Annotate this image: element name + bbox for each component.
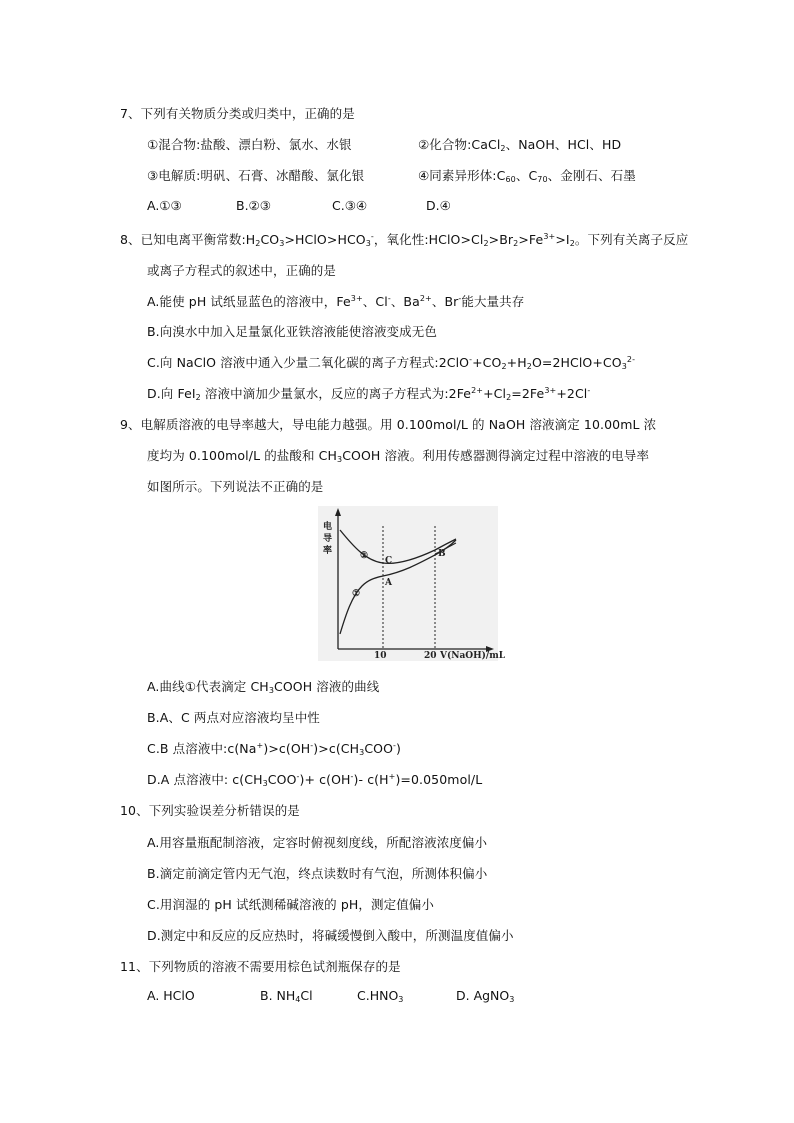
q11-stem: 11、下列物质的溶液不需要用棕色试剂瓶保存的是 xyxy=(120,959,401,974)
curve-1-label: ① xyxy=(352,589,361,599)
q9-option-c: C.B 点溶液中:c(Na+)>c(OH-)>c(CH3COO-) xyxy=(147,741,402,757)
q9-stem-line-3: 如图所示。下列说法不正确的是 xyxy=(147,479,324,494)
q8-option-c: C.向 NaClO 溶液中通入少量二氧化碳的离子方程式$:2ClO^-+CO2+H2O=2HClO+CO3^{2-}$ xyxy=(147,355,636,371)
y-label-char-1: 电 xyxy=(323,522,333,532)
q10-option-d: D.测定中和反应的反应热时，将碱缓慢倒入酸中，所测温度值偏小 xyxy=(147,928,514,943)
conductivity-graph-svg xyxy=(318,506,506,661)
q11-option-b: B. NH4Cl xyxy=(260,988,313,1004)
q7-option-b: B.②③ xyxy=(236,198,271,213)
point-b-label: B xyxy=(438,549,446,559)
y-label-char-2: 导 xyxy=(323,534,333,544)
q9-option-a: A.曲线①代表滴定 CH3COOH 溶液的曲线 xyxy=(147,679,380,695)
q7-option-c: C.③④ xyxy=(332,198,368,213)
y-label-char-3: 率 xyxy=(323,546,333,556)
q11-option-a: A. HClO xyxy=(147,988,195,1003)
q11-option-d: D. AgNO3 xyxy=(456,988,515,1004)
q8-option-b: B.向溴水中加入足量氯化亚铁溶液能使溶液变成无色 xyxy=(147,324,437,339)
q9-stem-line-1: 9、电解质溶液的电导率越大，导电能力越强。用 0.100mol/L 的 NaOH 溶液滴定 10.00mL 浓 xyxy=(120,417,657,432)
q10-option-b: B.滴定前滴定管内无气泡，终点读数时有气泡，所测体积偏小 xyxy=(147,866,488,881)
q10-option-c: C.用润湿的 pH 试纸测稀碱溶液的 pH，测定值偏小 xyxy=(147,897,434,912)
q8-option-a: A.能使 pH 试纸显蓝色的溶液中，$Fe^{3+}$、Cl-、$Ba^{2+}$、Br-能大量共存 xyxy=(147,294,525,309)
q9-option-b: B.A、C 两点对应溶液均呈中性 xyxy=(147,710,320,725)
q7-item-4: ④同素异形体:C60、C70、金刚石、石墨 xyxy=(418,168,636,184)
q9-option-d: D.A 点溶液中: c(CH3COO-)+ c(OH-)- c(H+)=0.050mol/L xyxy=(147,772,483,788)
point-a-label: A xyxy=(385,578,392,588)
q8-stem: 8、已知电离平衡常数:H2CO3>HClO>HCO3-，氧化性$:HClO>Cl2>Br2>Fe^{3+}>I2$。下列有关离子反应 xyxy=(120,232,689,248)
point-c-label: C xyxy=(385,556,393,566)
q11-option-c: C.HNO3 xyxy=(357,988,404,1004)
q7-item-3: ③电解质:明矾、石膏、冰醋酸、氯化银 xyxy=(147,168,365,183)
q10-option-a: A.用容量瓶配制溶液，定容时俯视刻度线，所配溶液浓度偏小 xyxy=(147,835,488,850)
x-label: V(NaOH)/mL xyxy=(440,651,506,661)
x-tick-10: 10 xyxy=(374,651,387,661)
q7-option-d: D.④ xyxy=(426,198,451,213)
y-axis-arrow xyxy=(335,508,341,516)
q8-option-d: D.向 FeI2 溶液中滴加少量氯水，反应的离子方程式为$:2Fe^{2+}+Cl2=2Fe^{3+}+2Cl^-$ xyxy=(147,386,591,402)
q7-option-a: A.①③ xyxy=(147,198,182,213)
q9-stem-line-2: 度均为 0.100mol/L 的盐酸和 CH3COOH 溶液。利用传感器测得滴定过程中溶液的电导率 xyxy=(147,448,650,464)
conductivity-graph xyxy=(318,506,506,661)
q7-item-2: ②化合物:CaCl2、NaOH、HCl、HD xyxy=(418,137,622,153)
q7-item-1: ①混合物:盐酸、漂白粉、氯水、水银 xyxy=(147,137,352,152)
q7-stem: 7、下列有关物质分类或归类中，正确的是 xyxy=(120,106,355,121)
x-tick-20: 20 xyxy=(424,651,437,661)
curve-2-label: ② xyxy=(360,551,369,561)
q8-stem-line-2: 或离子方程式的叙述中，正确的是 xyxy=(147,263,337,278)
q10-stem: 10、下列实验误差分析错误的是 xyxy=(120,803,300,818)
